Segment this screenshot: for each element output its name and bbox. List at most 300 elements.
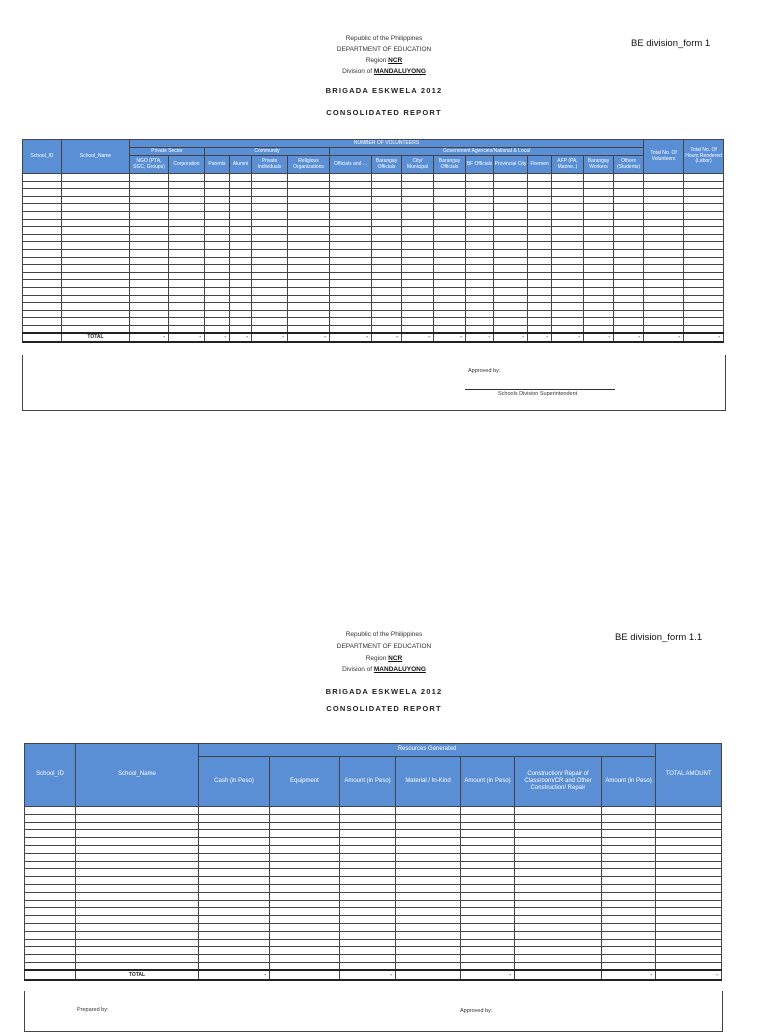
- table-cell[interactable]: [130, 287, 169, 295]
- table-cell[interactable]: [270, 892, 340, 900]
- table-cell[interactable]: [288, 295, 330, 303]
- table-cell[interactable]: [434, 310, 466, 318]
- table-cell[interactable]: [494, 211, 528, 219]
- table-cell[interactable]: [515, 807, 602, 815]
- table-cell[interactable]: [552, 325, 584, 333]
- table-cell[interactable]: [466, 310, 494, 318]
- table-cell[interactable]: [288, 189, 330, 197]
- table-cell[interactable]: [614, 303, 644, 311]
- table-cell[interactable]: [288, 204, 330, 212]
- table-cell[interactable]: [614, 181, 644, 189]
- table-cell[interactable]: [434, 249, 466, 257]
- table-cell[interactable]: [396, 822, 461, 830]
- table-cell[interactable]: [461, 900, 515, 908]
- table-cell[interactable]: [402, 257, 434, 265]
- table-cell[interactable]: [270, 861, 340, 869]
- table-cell[interactable]: [252, 211, 288, 219]
- table-cell[interactable]: [684, 219, 724, 227]
- table-cell[interactable]: [169, 219, 205, 227]
- table-cell[interactable]: [602, 838, 656, 846]
- table-cell[interactable]: [402, 196, 434, 204]
- table-cell[interactable]: [684, 189, 724, 197]
- table-cell[interactable]: [552, 303, 584, 311]
- table-cell[interactable]: [396, 807, 461, 815]
- table-cell[interactable]: [602, 807, 656, 815]
- table-cell[interactable]: [494, 219, 528, 227]
- table-cell[interactable]: [169, 287, 205, 295]
- table-cell[interactable]: [199, 931, 270, 939]
- table-cell[interactable]: [372, 181, 402, 189]
- table-cell[interactable]: [169, 280, 205, 288]
- table-cell[interactable]: [205, 196, 230, 204]
- table-cell[interactable]: [288, 196, 330, 204]
- table-cell[interactable]: [76, 923, 199, 931]
- table-cell[interactable]: [528, 318, 552, 326]
- table-cell[interactable]: [614, 242, 644, 250]
- table-cell[interactable]: [602, 884, 656, 892]
- table-cell[interactable]: [372, 211, 402, 219]
- table-cell[interactable]: [23, 181, 62, 189]
- table-cell[interactable]: [552, 174, 584, 182]
- table-cell[interactable]: [528, 303, 552, 311]
- table-cell[interactable]: [340, 939, 396, 947]
- table-cell[interactable]: [230, 310, 252, 318]
- table-cell[interactable]: [23, 227, 62, 235]
- table-cell[interactable]: [656, 892, 722, 900]
- table-cell[interactable]: [130, 204, 169, 212]
- table-cell[interactable]: [434, 204, 466, 212]
- table-cell[interactable]: [466, 204, 494, 212]
- table-cell[interactable]: [528, 227, 552, 235]
- table-cell[interactable]: [252, 196, 288, 204]
- table-cell[interactable]: [270, 884, 340, 892]
- table-cell[interactable]: [494, 310, 528, 318]
- table-cell[interactable]: [402, 242, 434, 250]
- table-cell[interactable]: [461, 830, 515, 838]
- table-cell[interactable]: [402, 325, 434, 333]
- table-cell[interactable]: [494, 234, 528, 242]
- table-cell[interactable]: [461, 939, 515, 947]
- table-cell[interactable]: [602, 916, 656, 924]
- table-cell[interactable]: [199, 900, 270, 908]
- table-cell[interactable]: [23, 325, 62, 333]
- table-cell[interactable]: [62, 189, 130, 197]
- table-cell[interactable]: [25, 838, 76, 846]
- table-cell[interactable]: [130, 174, 169, 182]
- table-cell[interactable]: [528, 265, 552, 273]
- table-cell[interactable]: [684, 318, 724, 326]
- table-cell[interactable]: [199, 845, 270, 853]
- table-cell[interactable]: [396, 845, 461, 853]
- table-cell[interactable]: [270, 814, 340, 822]
- table-cell[interactable]: [252, 287, 288, 295]
- table-cell[interactable]: [434, 227, 466, 235]
- table-cell[interactable]: [434, 280, 466, 288]
- table-cell[interactable]: [494, 174, 528, 182]
- table-cell[interactable]: [330, 219, 372, 227]
- table-cell[interactable]: [656, 861, 722, 869]
- table-cell[interactable]: [199, 807, 270, 815]
- table-cell[interactable]: [584, 174, 614, 182]
- table-cell[interactable]: [614, 219, 644, 227]
- table-cell[interactable]: [644, 181, 684, 189]
- table-cell[interactable]: [461, 931, 515, 939]
- table-cell[interactable]: [25, 939, 76, 947]
- table-cell[interactable]: [461, 923, 515, 931]
- table-cell[interactable]: [76, 900, 199, 908]
- table-cell[interactable]: [584, 287, 614, 295]
- table-cell[interactable]: [644, 189, 684, 197]
- table-cell[interactable]: [76, 916, 199, 924]
- table-cell[interactable]: [76, 807, 199, 815]
- table-cell[interactable]: [656, 962, 722, 970]
- table-cell[interactable]: [515, 845, 602, 853]
- table-cell[interactable]: [340, 845, 396, 853]
- table-cell[interactable]: [330, 234, 372, 242]
- table-cell[interactable]: [552, 227, 584, 235]
- table-cell[interactable]: [402, 174, 434, 182]
- table-cell[interactable]: [434, 325, 466, 333]
- table-cell[interactable]: [461, 947, 515, 955]
- table-cell[interactable]: [466, 272, 494, 280]
- table-cell[interactable]: [656, 807, 722, 815]
- table-cell[interactable]: [23, 242, 62, 250]
- table-cell[interactable]: [466, 219, 494, 227]
- table-cell[interactable]: [494, 303, 528, 311]
- table-cell[interactable]: [552, 265, 584, 273]
- table-cell[interactable]: [644, 204, 684, 212]
- table-cell[interactable]: [402, 318, 434, 326]
- table-cell[interactable]: [684, 265, 724, 273]
- table-cell[interactable]: [62, 242, 130, 250]
- table-cell[interactable]: [288, 265, 330, 273]
- table-cell[interactable]: [494, 325, 528, 333]
- table-cell[interactable]: [199, 916, 270, 924]
- table-cell[interactable]: [330, 287, 372, 295]
- table-cell[interactable]: [270, 962, 340, 970]
- table-cell[interactable]: [515, 814, 602, 822]
- table-cell[interactable]: [23, 295, 62, 303]
- table-cell[interactable]: [62, 249, 130, 257]
- table-cell[interactable]: [23, 219, 62, 227]
- table-cell[interactable]: [330, 325, 372, 333]
- table-cell[interactable]: [270, 955, 340, 963]
- table-cell[interactable]: [515, 931, 602, 939]
- table-cell[interactable]: [515, 861, 602, 869]
- table-cell[interactable]: [230, 265, 252, 273]
- table-cell[interactable]: [552, 181, 584, 189]
- table-cell[interactable]: [76, 884, 199, 892]
- table-cell[interactable]: [644, 325, 684, 333]
- table-cell[interactable]: [584, 189, 614, 197]
- table-cell[interactable]: [252, 303, 288, 311]
- table-cell[interactable]: [644, 249, 684, 257]
- table-cell[interactable]: [372, 257, 402, 265]
- table-cell[interactable]: [552, 204, 584, 212]
- table-cell[interactable]: [340, 877, 396, 885]
- table-cell[interactable]: [199, 939, 270, 947]
- table-cell[interactable]: [340, 861, 396, 869]
- table-cell[interactable]: [340, 807, 396, 815]
- table-cell[interactable]: [515, 869, 602, 877]
- table-cell[interactable]: [396, 923, 461, 931]
- table-cell[interactable]: [169, 211, 205, 219]
- table-cell[interactable]: [602, 822, 656, 830]
- table-cell[interactable]: [270, 830, 340, 838]
- table-cell[interactable]: [372, 287, 402, 295]
- table-cell[interactable]: [340, 916, 396, 924]
- table-cell[interactable]: [62, 211, 130, 219]
- table-cell[interactable]: [656, 845, 722, 853]
- table-cell[interactable]: [330, 272, 372, 280]
- table-cell[interactable]: [76, 955, 199, 963]
- table-cell[interactable]: [494, 295, 528, 303]
- table-cell[interactable]: [656, 908, 722, 916]
- table-cell[interactable]: [584, 181, 614, 189]
- table-cell[interactable]: [288, 303, 330, 311]
- table-cell[interactable]: [169, 204, 205, 212]
- table-cell[interactable]: [270, 869, 340, 877]
- table-cell[interactable]: [205, 287, 230, 295]
- table-cell[interactable]: [461, 955, 515, 963]
- table-cell[interactable]: [23, 196, 62, 204]
- table-cell[interactable]: [684, 272, 724, 280]
- table-cell[interactable]: [434, 196, 466, 204]
- table-cell[interactable]: [130, 318, 169, 326]
- table-cell[interactable]: [552, 272, 584, 280]
- table-cell[interactable]: [602, 869, 656, 877]
- table-cell[interactable]: [515, 900, 602, 908]
- table-cell[interactable]: [169, 272, 205, 280]
- table-cell[interactable]: [288, 257, 330, 265]
- table-cell[interactable]: [372, 189, 402, 197]
- table-cell[interactable]: [25, 892, 76, 900]
- table-cell[interactable]: [169, 174, 205, 182]
- table-cell[interactable]: [614, 174, 644, 182]
- table-cell[interactable]: [25, 955, 76, 963]
- table-cell[interactable]: [199, 955, 270, 963]
- table-cell[interactable]: [288, 227, 330, 235]
- table-cell[interactable]: [62, 280, 130, 288]
- table-cell[interactable]: [169, 325, 205, 333]
- table-cell[interactable]: [656, 814, 722, 822]
- table-cell[interactable]: [288, 272, 330, 280]
- table-cell[interactable]: [130, 196, 169, 204]
- table-cell[interactable]: [684, 234, 724, 242]
- table-cell[interactable]: [494, 181, 528, 189]
- table-cell[interactable]: [252, 265, 288, 273]
- table-cell[interactable]: [684, 204, 724, 212]
- table-cell[interactable]: [76, 830, 199, 838]
- table-cell[interactable]: [644, 257, 684, 265]
- table-cell[interactable]: [396, 830, 461, 838]
- table-cell[interactable]: [372, 280, 402, 288]
- table-cell[interactable]: [644, 234, 684, 242]
- table-cell[interactable]: [602, 947, 656, 955]
- table-cell[interactable]: [372, 234, 402, 242]
- table-cell[interactable]: [515, 838, 602, 846]
- table-cell[interactable]: [552, 249, 584, 257]
- table-cell[interactable]: [288, 234, 330, 242]
- table-cell[interactable]: [340, 814, 396, 822]
- table-cell[interactable]: [230, 181, 252, 189]
- table-cell[interactable]: [62, 181, 130, 189]
- table-cell[interactable]: [614, 280, 644, 288]
- table-cell[interactable]: [528, 257, 552, 265]
- table-cell[interactable]: [515, 853, 602, 861]
- table-cell[interactable]: [528, 310, 552, 318]
- table-cell[interactable]: [62, 265, 130, 273]
- table-cell[interactable]: [684, 211, 724, 219]
- table-cell[interactable]: [494, 265, 528, 273]
- table-cell[interactable]: [330, 295, 372, 303]
- table-cell[interactable]: [330, 181, 372, 189]
- table-cell[interactable]: [288, 310, 330, 318]
- table-cell[interactable]: [169, 303, 205, 311]
- table-cell[interactable]: [602, 877, 656, 885]
- table-cell[interactable]: [62, 318, 130, 326]
- table-cell[interactable]: [199, 892, 270, 900]
- table-cell[interactable]: [330, 227, 372, 235]
- table-cell[interactable]: [130, 310, 169, 318]
- table-cell[interactable]: [644, 196, 684, 204]
- table-cell[interactable]: [252, 295, 288, 303]
- table-cell[interactable]: [252, 181, 288, 189]
- table-cell[interactable]: [288, 174, 330, 182]
- table-cell[interactable]: [252, 310, 288, 318]
- table-cell[interactable]: [199, 962, 270, 970]
- table-cell[interactable]: [62, 196, 130, 204]
- table-cell[interactable]: [584, 234, 614, 242]
- table-cell[interactable]: [330, 249, 372, 257]
- table-cell[interactable]: [461, 807, 515, 815]
- table-cell[interactable]: [330, 204, 372, 212]
- table-cell[interactable]: [25, 962, 76, 970]
- table-cell[interactable]: [230, 174, 252, 182]
- table-cell[interactable]: [552, 189, 584, 197]
- table-cell[interactable]: [684, 257, 724, 265]
- table-cell[interactable]: [230, 295, 252, 303]
- table-cell[interactable]: [130, 325, 169, 333]
- table-cell[interactable]: [169, 234, 205, 242]
- table-cell[interactable]: [76, 814, 199, 822]
- table-cell[interactable]: [252, 227, 288, 235]
- table-cell[interactable]: [23, 174, 62, 182]
- table-cell[interactable]: [76, 877, 199, 885]
- table-cell[interactable]: [644, 174, 684, 182]
- table-cell[interactable]: [402, 189, 434, 197]
- table-cell[interactable]: [396, 861, 461, 869]
- table-cell[interactable]: [434, 189, 466, 197]
- table-cell[interactable]: [288, 325, 330, 333]
- table-cell[interactable]: [199, 884, 270, 892]
- table-cell[interactable]: [466, 242, 494, 250]
- table-cell[interactable]: [584, 211, 614, 219]
- table-cell[interactable]: [614, 325, 644, 333]
- table-cell[interactable]: [461, 861, 515, 869]
- table-cell[interactable]: [434, 265, 466, 273]
- table-cell[interactable]: [252, 219, 288, 227]
- table-cell[interactable]: [62, 257, 130, 265]
- table-cell[interactable]: [528, 174, 552, 182]
- table-cell[interactable]: [644, 287, 684, 295]
- table-cell[interactable]: [684, 181, 724, 189]
- table-cell[interactable]: [396, 869, 461, 877]
- table-cell[interactable]: [656, 838, 722, 846]
- table-cell[interactable]: [230, 234, 252, 242]
- table-cell[interactable]: [614, 227, 644, 235]
- table-cell[interactable]: [528, 280, 552, 288]
- table-cell[interactable]: [402, 234, 434, 242]
- table-cell[interactable]: [230, 249, 252, 257]
- table-cell[interactable]: [614, 204, 644, 212]
- table-cell[interactable]: [528, 249, 552, 257]
- table-cell[interactable]: [270, 931, 340, 939]
- table-cell[interactable]: [340, 830, 396, 838]
- table-cell[interactable]: [644, 242, 684, 250]
- table-cell[interactable]: [602, 962, 656, 970]
- table-cell[interactable]: [62, 310, 130, 318]
- table-cell[interactable]: [602, 853, 656, 861]
- table-cell[interactable]: [25, 923, 76, 931]
- table-cell[interactable]: [684, 295, 724, 303]
- table-cell[interactable]: [684, 227, 724, 235]
- table-cell[interactable]: [396, 939, 461, 947]
- table-cell[interactable]: [552, 280, 584, 288]
- table-cell[interactable]: [23, 189, 62, 197]
- table-cell[interactable]: [372, 249, 402, 257]
- table-cell[interactable]: [656, 877, 722, 885]
- table-cell[interactable]: [684, 196, 724, 204]
- table-cell[interactable]: [23, 234, 62, 242]
- table-cell[interactable]: [330, 280, 372, 288]
- table-cell[interactable]: [62, 295, 130, 303]
- table-cell[interactable]: [205, 249, 230, 257]
- table-cell[interactable]: [461, 916, 515, 924]
- table-cell[interactable]: [466, 303, 494, 311]
- table-cell[interactable]: [461, 892, 515, 900]
- table-cell[interactable]: [270, 838, 340, 846]
- table-cell[interactable]: [461, 869, 515, 877]
- table-cell[interactable]: [205, 265, 230, 273]
- table-cell[interactable]: [130, 303, 169, 311]
- table-cell[interactable]: [684, 242, 724, 250]
- table-cell[interactable]: [684, 249, 724, 257]
- table-cell[interactable]: [252, 174, 288, 182]
- table-cell[interactable]: [584, 272, 614, 280]
- table-cell[interactable]: [76, 892, 199, 900]
- table-cell[interactable]: [656, 923, 722, 931]
- table-cell[interactable]: [330, 196, 372, 204]
- table-cell[interactable]: [528, 325, 552, 333]
- table-cell[interactable]: [169, 249, 205, 257]
- table-cell[interactable]: [230, 196, 252, 204]
- table-cell[interactable]: [330, 318, 372, 326]
- table-cell[interactable]: [130, 189, 169, 197]
- table-cell[interactable]: [684, 303, 724, 311]
- table-cell[interactable]: [252, 280, 288, 288]
- table-cell[interactable]: [330, 265, 372, 273]
- table-cell[interactable]: [434, 295, 466, 303]
- table-cell[interactable]: [434, 287, 466, 295]
- table-cell[interactable]: [252, 257, 288, 265]
- table-cell[interactable]: [552, 242, 584, 250]
- table-cell[interactable]: [402, 249, 434, 257]
- table-cell[interactable]: [76, 908, 199, 916]
- table-cell[interactable]: [252, 272, 288, 280]
- table-cell[interactable]: [372, 303, 402, 311]
- table-cell[interactable]: [230, 211, 252, 219]
